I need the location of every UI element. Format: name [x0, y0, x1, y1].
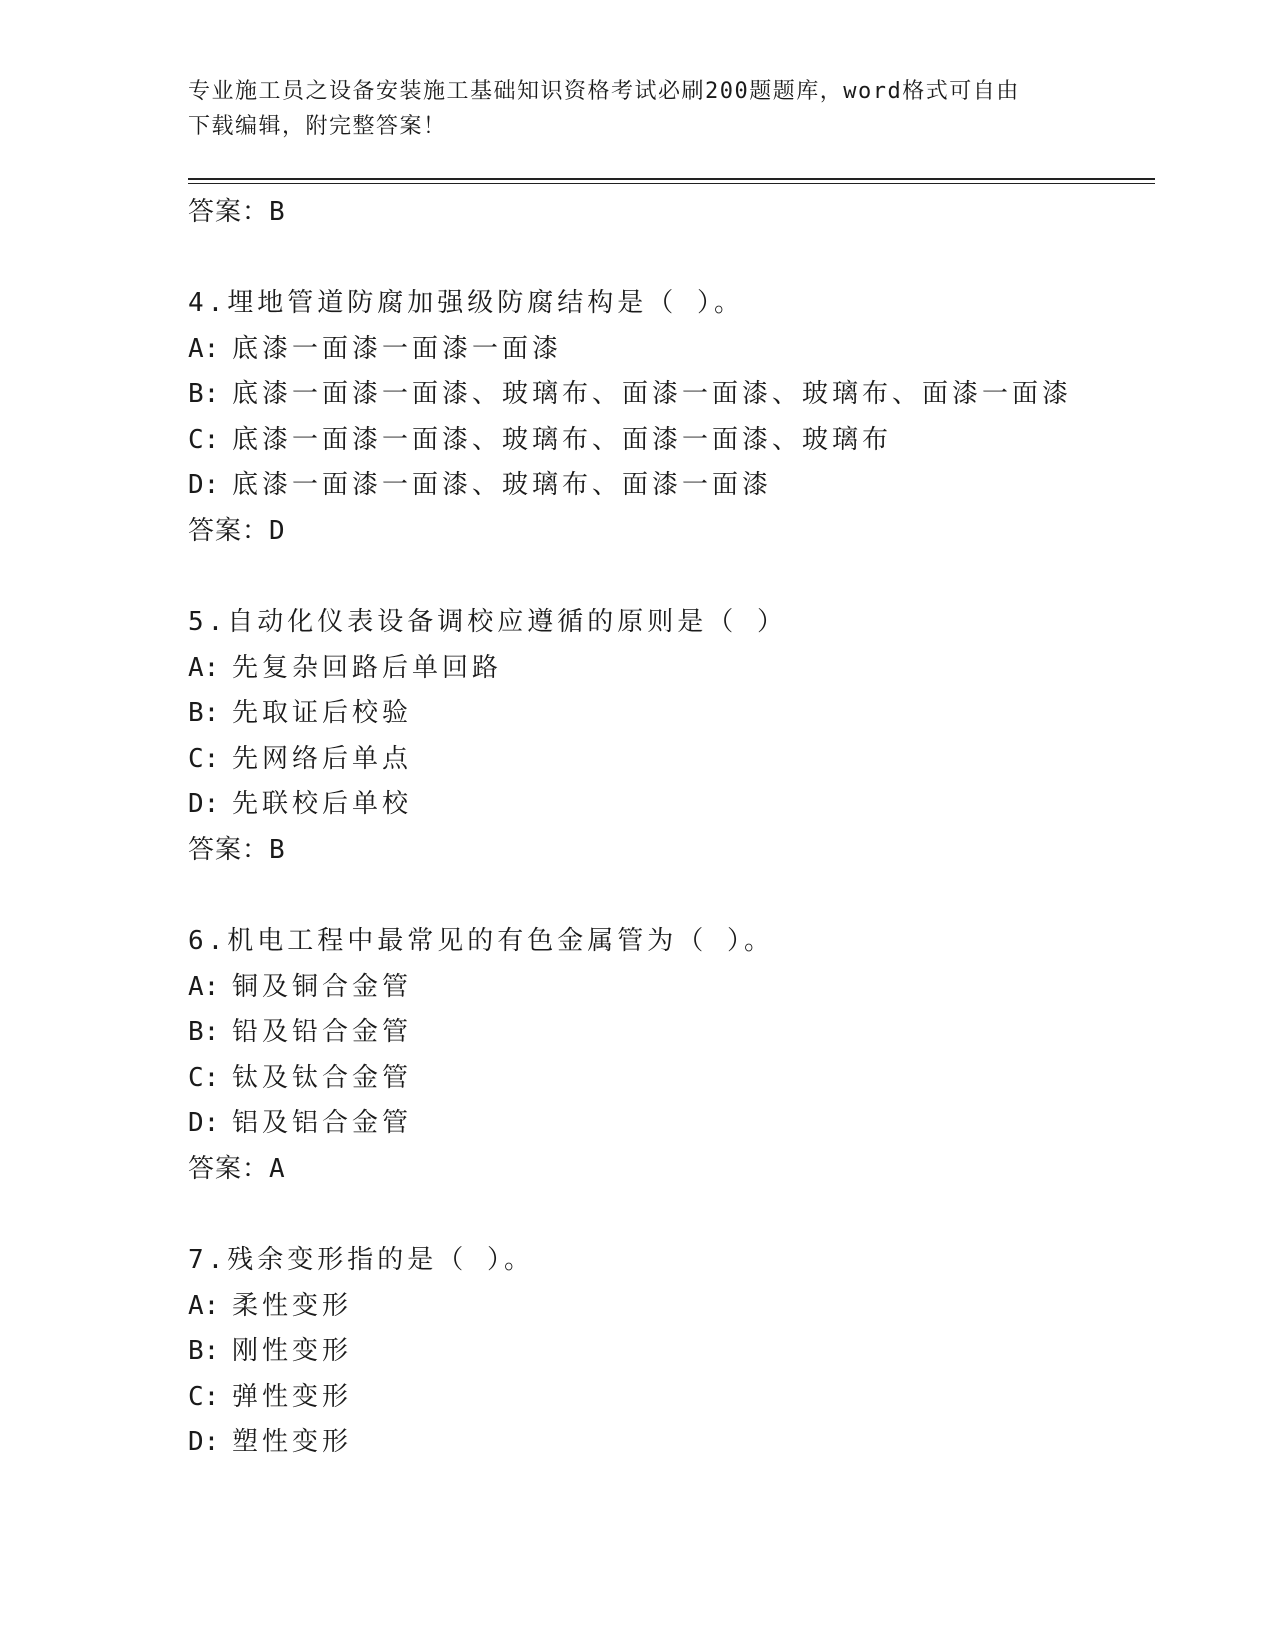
option-c [188, 1056, 1148, 1102]
option-key: B: [188, 1017, 220, 1048]
answer-label: 答案： [188, 834, 270, 865]
answer-value: D [269, 515, 286, 546]
option-key: D: [188, 789, 220, 820]
option-text: 铜及铜合金管 [232, 971, 413, 1002]
option-c [188, 737, 1148, 783]
header-line-1: 专业施工员之设备安装施工基础知识资格考试必刷200题题库，word格式可自由 [188, 79, 1020, 104]
option-text: 先复杂回路后单回路 [232, 652, 503, 683]
question-list [188, 190, 1148, 1466]
option-a [188, 1284, 1148, 1330]
option-key: B: [188, 379, 220, 410]
option-key: A: [188, 333, 220, 364]
option-c [188, 1375, 1148, 1421]
answer-label: 答案： [188, 197, 270, 227]
option-text: 底漆一面漆一面漆、玻璃布、面漆一面漆、玻璃布 [232, 424, 893, 455]
option-d [188, 782, 1148, 828]
option-text: 先网络后单点 [232, 743, 413, 774]
question-5 [188, 600, 1148, 873]
option-text: 刚性变形 [232, 1336, 353, 1367]
option-key: C: [188, 1381, 220, 1412]
answer-value: B [269, 197, 286, 227]
option-key: C: [188, 743, 220, 774]
header-rule [188, 178, 1155, 180]
option-text: 铝及铝合金管 [232, 1108, 413, 1139]
option-key: A: [188, 1290, 220, 1321]
option-key: A: [188, 652, 220, 683]
option-b [188, 691, 1148, 737]
option-text: 先取证后校验 [232, 698, 413, 729]
spacer [188, 1192, 1148, 1238]
option-d [188, 1420, 1148, 1466]
answer-line [188, 1147, 1148, 1192]
document-header [188, 74, 1088, 144]
option-b [188, 1329, 1148, 1375]
option-a [188, 965, 1148, 1011]
answer-label: 答案： [188, 1153, 270, 1184]
answer-label: 答案： [188, 515, 270, 546]
question-4 [188, 281, 1148, 554]
option-text: 先联校后单校 [232, 789, 413, 820]
option-key: B: [188, 1336, 220, 1367]
option-c [188, 418, 1148, 464]
option-text: 底漆一面漆一面漆、玻璃布、面漆一面漆 [232, 470, 773, 501]
option-key: C: [188, 1062, 220, 1093]
spacer [188, 554, 1148, 600]
option-text: 柔性变形 [232, 1290, 353, 1321]
question-7 [188, 1238, 1148, 1466]
option-b [188, 372, 1148, 418]
option-key: B: [188, 698, 220, 729]
answer-value: A [269, 1153, 286, 1184]
spacer [188, 235, 1148, 281]
option-d [188, 463, 1148, 509]
question-stem: 6.机电工程中最常见的有色金属管为（ ）。 [188, 925, 774, 956]
answer-line [188, 509, 1148, 554]
option-a [188, 327, 1148, 373]
question-stem: 7.残余变形指的是（ ）。 [188, 1244, 534, 1275]
answer-line [188, 828, 1148, 873]
option-key: A: [188, 971, 220, 1002]
question-stem: 4.埋地管道防腐加强级防腐结构是（ ）。 [188, 288, 744, 318]
header-line-2: 下载编辑，附完整答案！ [188, 114, 447, 139]
option-text: 钛及钛合金管 [232, 1062, 413, 1093]
option-b [188, 1010, 1148, 1056]
spacer [188, 873, 1148, 919]
option-text: 底漆一面漆一面漆一面漆 [232, 333, 563, 364]
option-a [188, 646, 1148, 692]
option-text: 底漆一面漆一面漆、玻璃布、面漆一面漆、玻璃布、面漆一面漆 [232, 379, 1073, 410]
option-d [188, 1101, 1148, 1147]
answer-value: B [269, 834, 286, 865]
question-6 [188, 919, 1148, 1192]
option-key: D: [188, 1427, 220, 1458]
header-rule-thin [188, 183, 1155, 184]
option-key: C: [188, 424, 220, 455]
option-key: D: [188, 1108, 220, 1139]
question-stem: 5.自动化仪表设备调校应遵循的原则是（ ） [188, 606, 787, 637]
option-text: 铅及铅合金管 [232, 1017, 413, 1048]
option-text: 弹性变形 [232, 1381, 353, 1412]
option-text: 塑性变形 [232, 1427, 353, 1458]
answer-line [188, 190, 1148, 235]
option-key: D: [188, 470, 220, 501]
